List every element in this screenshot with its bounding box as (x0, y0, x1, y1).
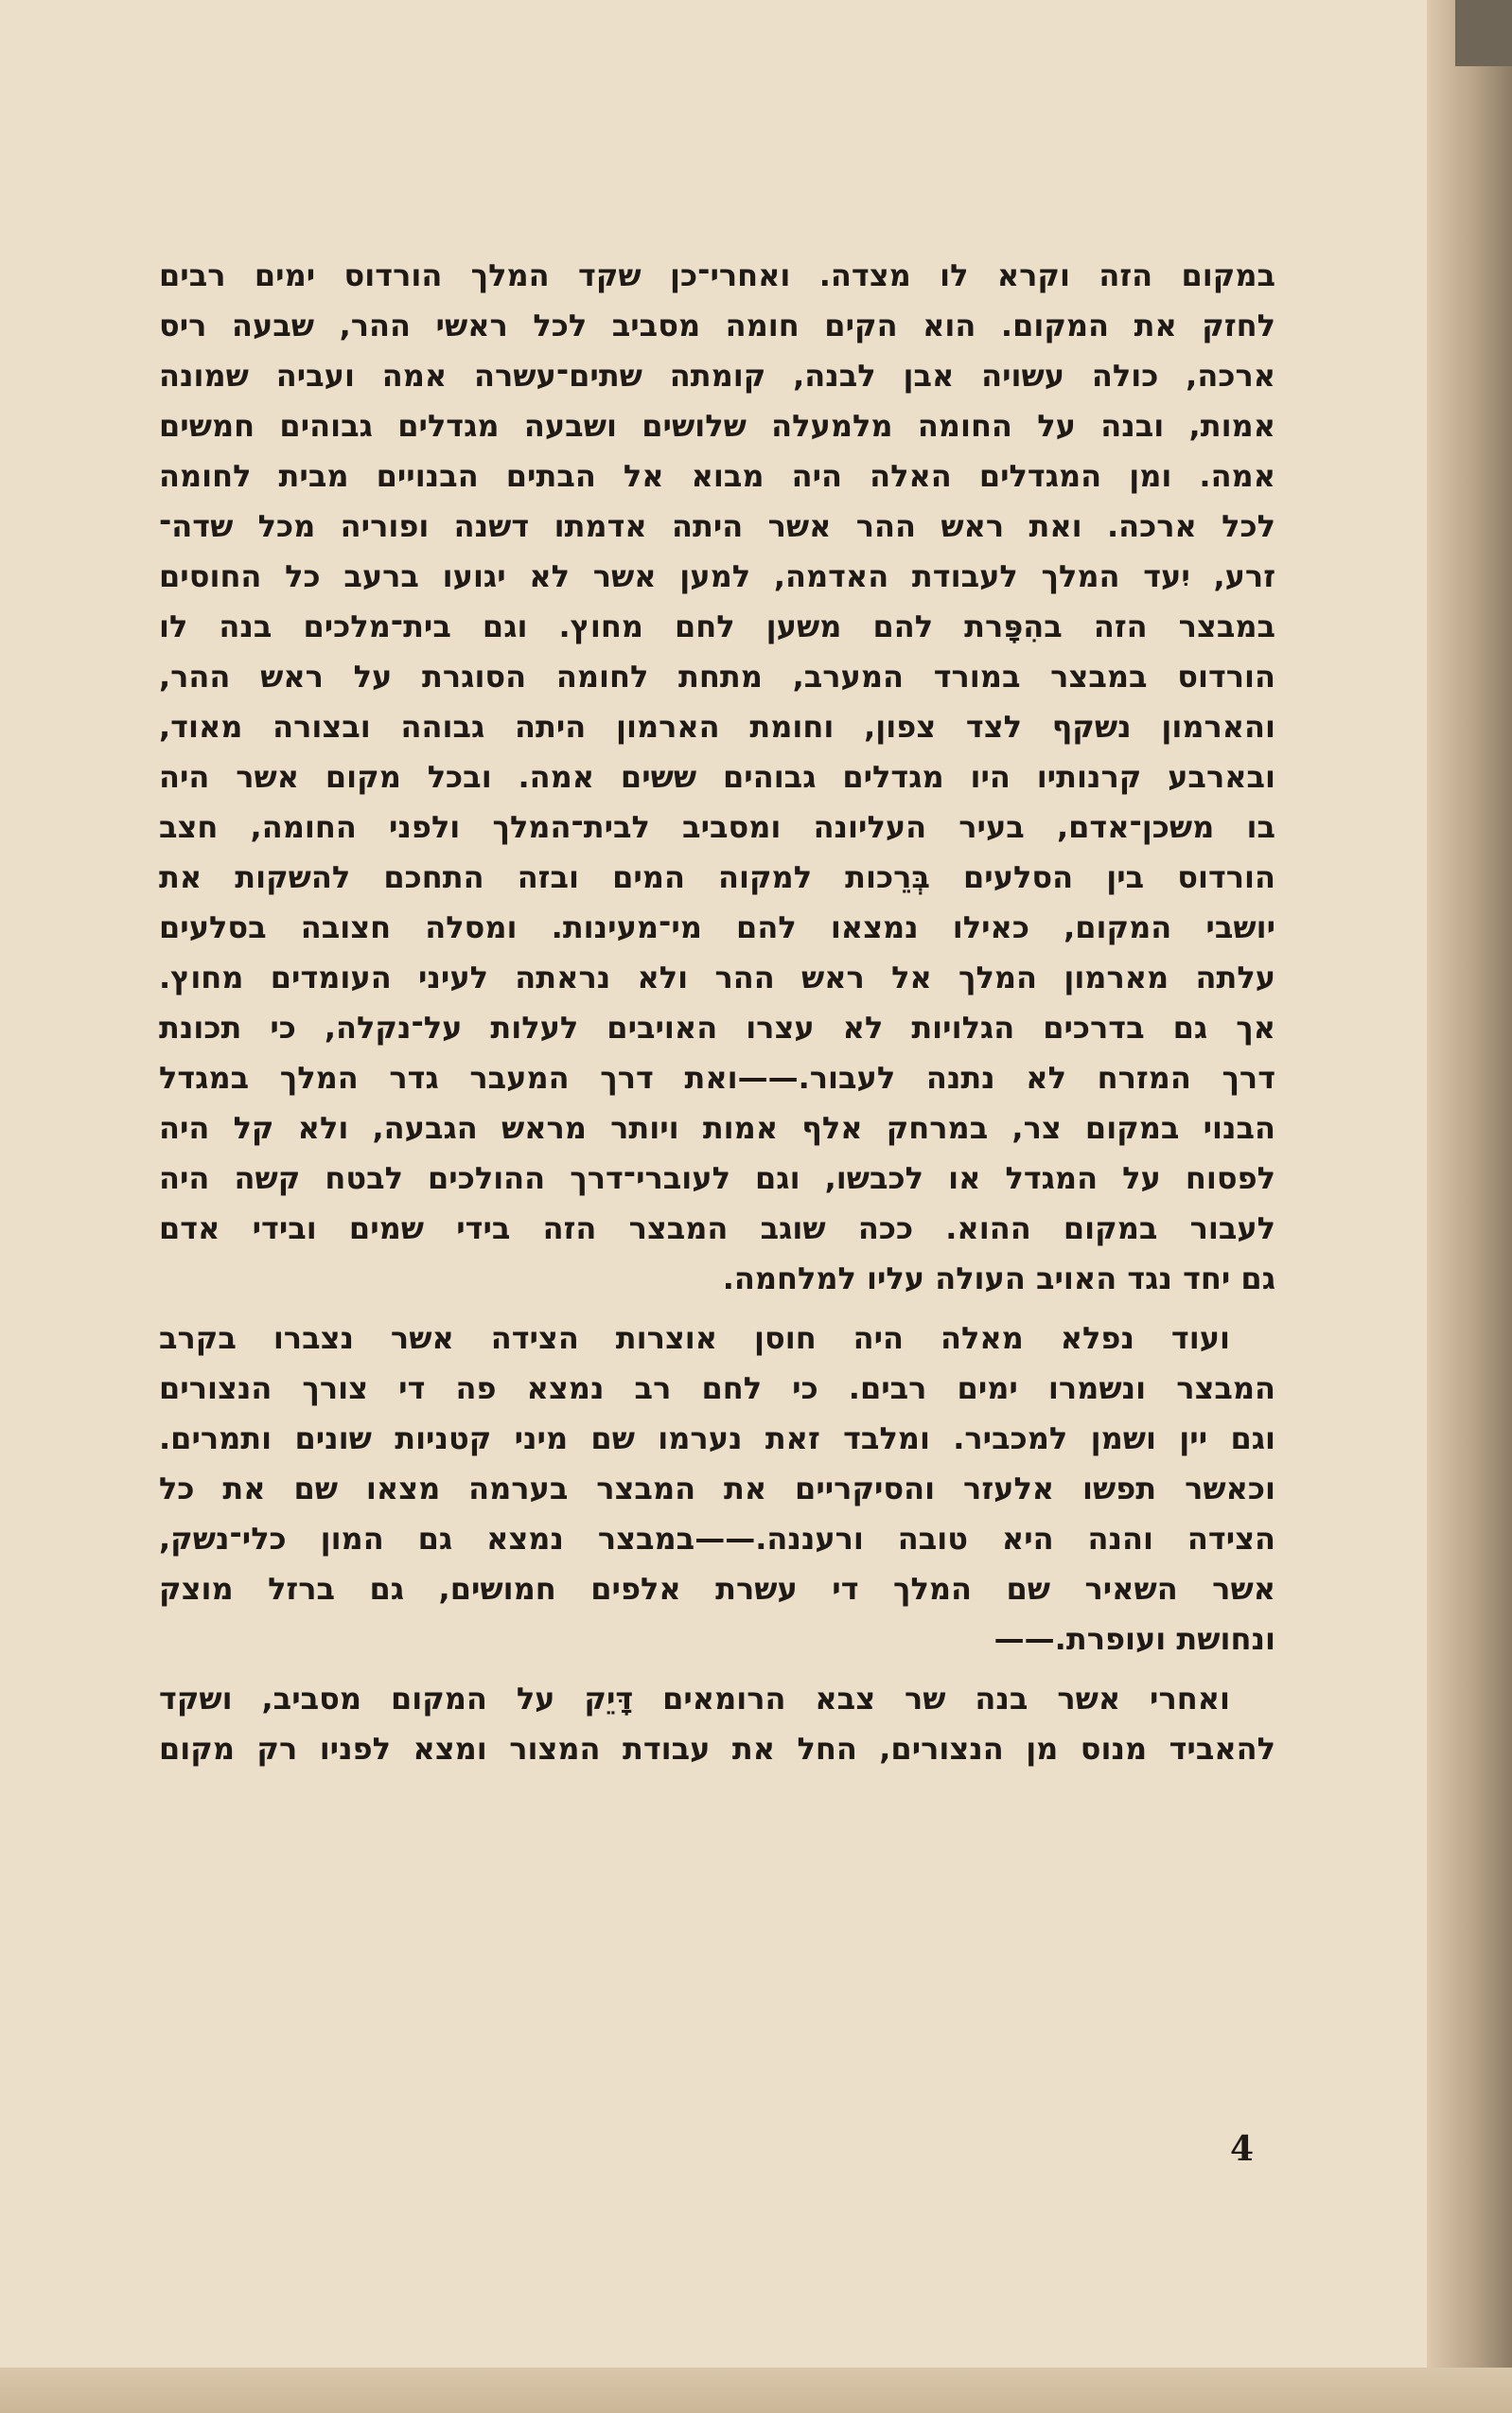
text-line: אך גם בדרכים הגלויות לא עצרו האויבים לעלות על־נקלה, כי תכונת (159, 1010, 1275, 1046)
text-line: לחזק את המקום. הוא הקים חומה מסביב לכל ראשי ההר, שבעה ריס (159, 308, 1275, 343)
book-cover-edge (1455, 0, 1512, 66)
text-line: אמה. ומן המגדלים האלה היה מבוא אל הבתים הבנויים מבית לחומה (159, 458, 1275, 494)
text-line: הצידה והנה היא טובה ורעננה.——במבצר נמצא גם המון כלי־נשק, (159, 1521, 1275, 1557)
text-line: במקום הזה וקרא לו מצדה. ואחרי־כן שקד המלך הורדוס ימים רבים (159, 257, 1275, 293)
text-line: ואחרי אשר בנה שר צבא הרומאים דָּיֵק על המקום מסביב, ושקד (159, 1681, 1230, 1717)
book-spine-shadow (1427, 0, 1512, 2413)
body-text (159, 251, 1275, 1774)
text-line: לכל ארכה. ואת ראש ההר אשר היתה אדמתו דשנה ופוריה מכל שדה־ (159, 508, 1275, 544)
paragraph-3 (159, 1674, 1275, 1774)
page-number: 4 (1230, 2129, 1255, 2169)
text-line: גם יחד נגד האויב העולה עליו למלחמה. (722, 1260, 1275, 1296)
text-line: יושבי המקום, כאילו נמצאו להם מי־מעינות. ומסלה חצובה בסלעים (159, 909, 1275, 945)
text-line: זרע, יִעד המלך לעבודת האדמה, למען אשר לא יגועו ברעב כל החוסים (159, 558, 1275, 594)
text-line: וכאשר תפשו אלעזר והסיקריים את המבצר בערמה מצאו שם את כל (159, 1471, 1275, 1506)
text-line: במבצר הזה בהִפָּרת להם משען לחם מחוץ. וגם בית־מלכים בנה לו (159, 608, 1275, 644)
paragraph-1 (159, 251, 1275, 1304)
paragraph-2 (159, 1313, 1275, 1664)
text-line: והארמון נשקף לצד צפון, וחומת הארמון היתה גבוהה ובצורה מאוד, (159, 709, 1275, 745)
paragraph-gap (159, 1304, 1275, 1313)
text-line: לעבור במקום ההוא. ככה שוגב המבצר הזה בידי שמים ובידי אדם (159, 1210, 1275, 1246)
text-line: לפסוח על המגדל או לכבשו, וגם לעוברי־דרך ההולכים לבטח קשה היה (159, 1160, 1275, 1196)
text-line: הורדוס במבצר במורד המערב, מתחת לחומה הסוגרת על ראש ההר, (159, 659, 1275, 695)
text-line: ונחושת ועופרת.—— (993, 1621, 1275, 1657)
text-line: אמות, ובנה על החומה מלמעלה שלושים ושבעה מגדלים גבוהים חמשים (159, 408, 1275, 444)
text-line: ועוד נפלא מאלה היה חוסן אוצרות הצידה אשר נצברו בקרב (159, 1320, 1230, 1356)
paragraph-gap (159, 1664, 1275, 1674)
text-line: ובארבע קרנותיו היו מגדלים גבוהים ששים אמה. ובכל מקום אשר היה (159, 759, 1275, 795)
text-line: ארכה, כולה עשויה אבן לבנה, קומתה שתים־עשרה אמה ועביה שמונה (159, 358, 1275, 394)
text-line: הורדוס בין הסלעים בְּרֵכות למקוה המים ובזה התחכם להשקות את (159, 859, 1275, 895)
text-line: עלתה מארמון המלך אל ראש ההר ולא נראתה לעיני העומדים מחוץ. (159, 960, 1275, 995)
text-line: המבצר ונשמרו ימים רבים. כי לחם רב נמצא פה די צורך הנצורים (159, 1370, 1275, 1406)
text-line: להאביד מנוס מן הנצורים, החל את עבודת המצור ומצא לפניו רק מקום (159, 1731, 1275, 1767)
text-line: בו משכן־אדם, בעיר העליונה ומסביב לבית־המלך ולפני החומה, חצב (159, 809, 1275, 845)
text-line: דרך המזרח לא נתנה לעבור.——ואת דרך המעבר גדר המלך במגדל (159, 1060, 1275, 1096)
text-line: וגם יין ושמן למכביר. ומלבד זאת נערמו שם מיני קטניות שונים ותמרים. (159, 1420, 1275, 1456)
page-bottom-edge (0, 2368, 1512, 2413)
text-line: הבנוי במקום צר, במרחק אלף אמות ויותר מראש הגבעה, ולא קל היה (159, 1110, 1275, 1146)
text-line: אשר השאיר שם המלך די עשרת אלפים חמושים, גם ברזל מוצק (159, 1571, 1275, 1607)
